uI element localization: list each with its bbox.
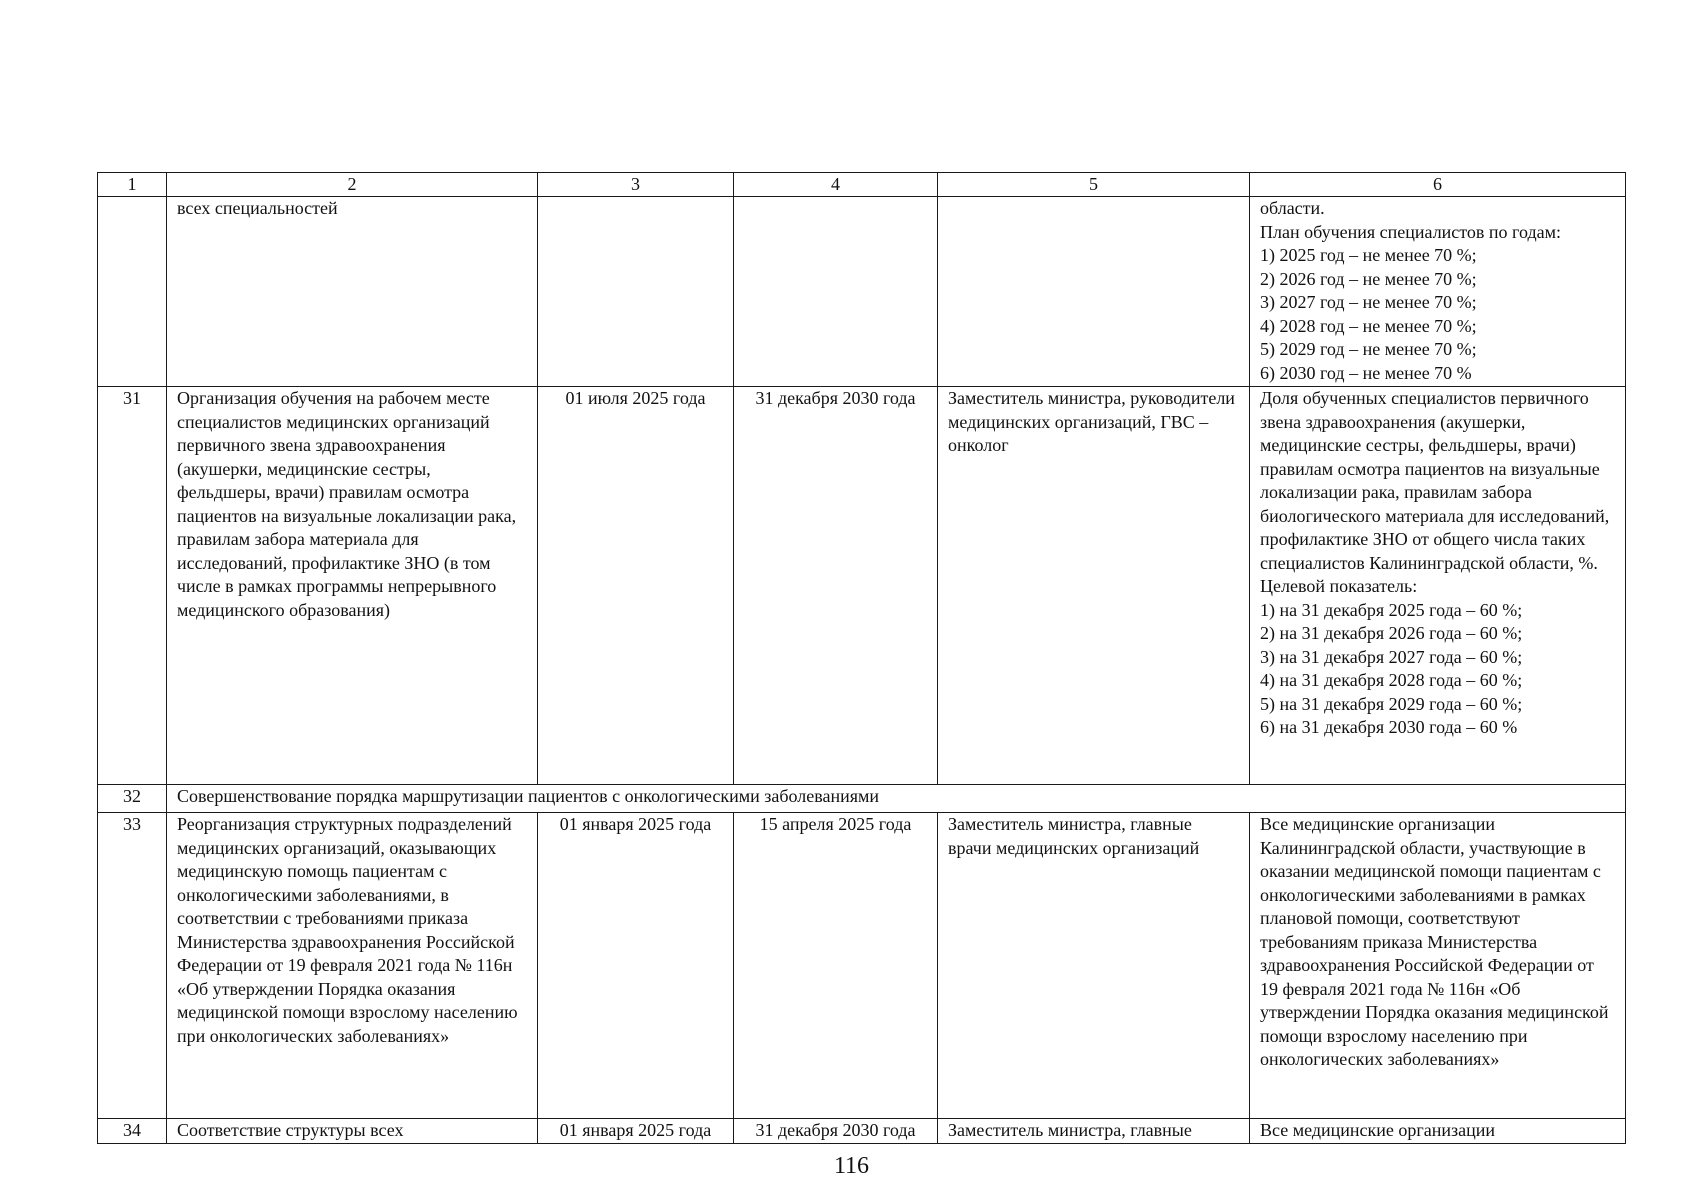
table-row-33	[98, 813, 1626, 1119]
table-header-row	[98, 173, 1626, 197]
cell-start: 01 января 2025 года	[538, 1119, 734, 1144]
table-row-continuation	[98, 197, 1626, 387]
cell-num: 31	[98, 387, 167, 785]
cell-num: 32	[98, 785, 167, 813]
cell-responsible: Заместитель министра, главные	[938, 1119, 1250, 1144]
cell-end: 15 апреля 2025 года	[734, 813, 938, 1119]
plan-table	[97, 172, 1626, 1144]
cell-responsible	[938, 197, 1250, 387]
cell-end	[734, 197, 938, 387]
cell-result: Доля обученных специалистов первичного звена здравоохранения (акушерки, медицинские сестры, фельдшеры, врачи) правилам осмотра пациентов на визуальные локализации рака, правилам забора биологического материала для исследований, профилактике ЗНО от общего числа таких специалистов Калининградской области, %. Целевой показатель: 1) на 31 декабря 2025 года – 60 %; 2) на 31 декабря 2026 года – 60 %; 3) на 31 декабря 2027 года – 60 %; 4) на 31 декабря 2028 года – 60 %; 5) на 31 декабря 2029 года – 60 %; 6) на 31 декабря 2030 года – 60 %	[1250, 387, 1626, 785]
table-row-31	[98, 387, 1626, 785]
cell-result: Все медицинские организации	[1250, 1119, 1626, 1144]
cell-num: 33	[98, 813, 167, 1119]
column-header-4: 4	[734, 173, 938, 197]
cell-num: 34	[98, 1119, 167, 1144]
cell-responsible: Заместитель министра, главные врачи медицинских организаций	[938, 813, 1250, 1119]
cell-start: 01 января 2025 года	[538, 813, 734, 1119]
cell-event: всех специальностей	[167, 197, 538, 387]
cell-start: 01 июля 2025 года	[538, 387, 734, 785]
column-header-5: 5	[938, 173, 1250, 197]
cell-event: Реорганизация структурных подразделений медицинских организаций, оказывающих медицинскую помощь пациентам с онкологическими заболеваниями, в соответствии с требованиями приказа Министерства здравоохранения Российской Федерации от 19 февраля 2021 года № 116н «Об утверждении Порядка оказания медицинской помощи взрослому населению при онкологических заболеваниях»	[167, 813, 538, 1119]
cell-num	[98, 197, 167, 387]
table-row-32-section	[98, 785, 1626, 813]
column-header-6: 6	[1250, 173, 1626, 197]
cell-responsible: Заместитель министра, руководители медицинских организаций, ГВС – онколог	[938, 387, 1250, 785]
page-number: 116	[833, 1153, 870, 1179]
cell-result: Все медицинские организации Калининградской области, участвующие в оказании медицинской помощи пациентам с онкологическими заболеваниями в рамках плановой помощи, соответствуют требованиям приказа Министерства здравоохранения Российской Федерации от 19 февраля 2021 года № 116н «Об утверждении Порядка оказания медицинской помощи взрослому населению при онкологических заболеваниях»	[1250, 813, 1626, 1119]
cell-end: 31 декабря 2030 года	[734, 1119, 938, 1144]
cell-event: Организация обучения на рабочем месте специалистов медицинских организаций первичного звена здравоохранения (акушерки, медицинские сестры, фельдшеры, врачи) правилам осмотра пациентов на визуальные локализации рака, правилам забора материала для исследований, профилактике ЗНО (в том числе в рамках программы непрерывного медицинского образования)	[167, 387, 538, 785]
cell-event: Соответствие структуры всех	[167, 1119, 538, 1144]
column-header-3: 3	[538, 173, 734, 197]
cell-result: области. План обучения специалистов по годам: 1) 2025 год – не менее 70 %; 2) 2026 год – не менее 70 %; 3) 2027 год – не менее 70 %; 4) 2028 год – не менее 70 %; 5) 2029 год – не менее 70 %; 6) 2030 год – не менее 70 %	[1250, 197, 1626, 387]
section-heading: Совершенствование порядка маршрутизации пациентов с онкологическими заболеваниями	[167, 785, 1626, 813]
table-row-34	[98, 1119, 1626, 1144]
cell-end: 31 декабря 2030 года	[734, 387, 938, 785]
cell-start	[538, 197, 734, 387]
column-header-1: 1	[98, 173, 167, 197]
column-header-2: 2	[167, 173, 538, 197]
